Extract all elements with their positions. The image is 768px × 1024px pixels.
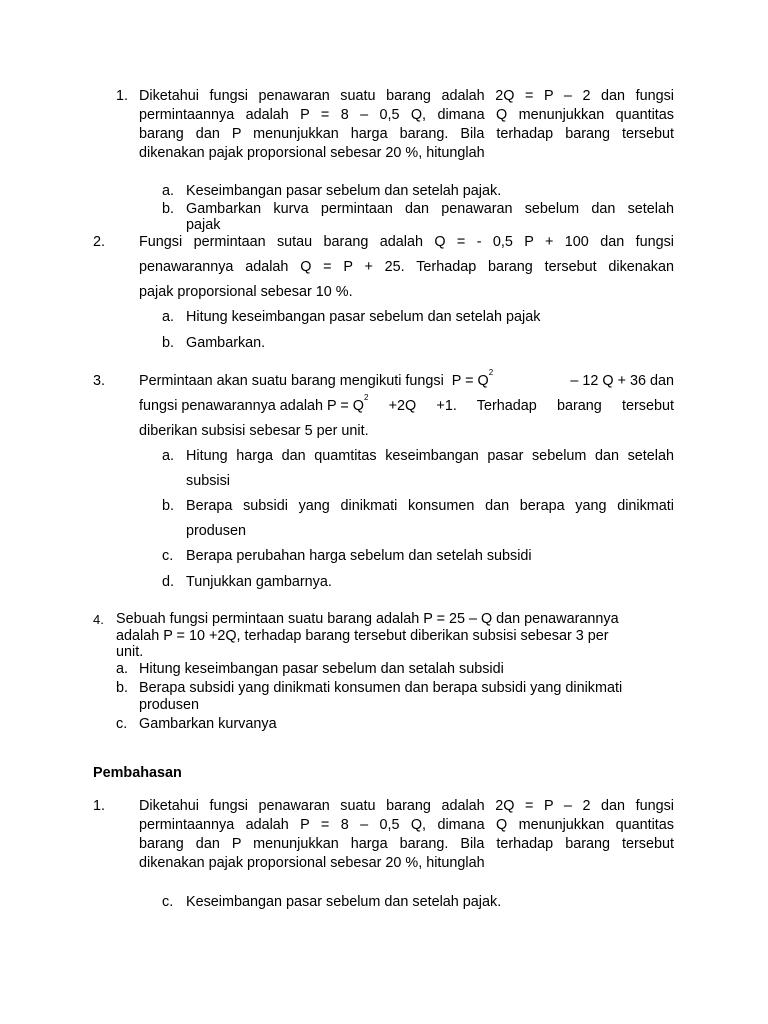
pembahasan-line-2: permintaannya adalah P = 8 – 0,5 Q, dimana Q menunjukkan quantitas bbox=[139, 817, 674, 833]
q1-line-4: dikenakan pajak proporsional sebesar 20 %, hitunglah bbox=[139, 145, 485, 161]
q3-b-label: b. bbox=[162, 498, 175, 514]
q3-c-text: Berapa perubahan harga sebelum dan setelah subsidi bbox=[186, 548, 532, 564]
q2-line-1: Fungsi permintaan sutau barang adalah Q = - 0,5 P + 100 dan fungsi bbox=[139, 234, 674, 250]
q4-line-2: adalah P = 10 +2Q, terhadap barang tersebut diberikan subsisi sebesar 3 per bbox=[116, 628, 609, 644]
q4-b-label: b. bbox=[116, 680, 129, 696]
q3-line-3: diberikan subsisi sebesar 5 per unit. bbox=[139, 423, 369, 439]
q2-b-label: b. bbox=[162, 335, 175, 351]
q3-b-line-1: Berapa subsidi yang dinikmati konsumen dan berapa yang dinikmati bbox=[186, 498, 674, 514]
q3-line-2-sup: 2 bbox=[363, 393, 369, 402]
q3-number: 3. bbox=[93, 373, 106, 389]
q1-a-text: Keseimbangan pasar sebelum dan setelah pajak. bbox=[186, 183, 502, 199]
q1-line-1: Diketahui fungsi penawaran suatu barang adalah 2Q = P – 2 dan fungsi bbox=[139, 88, 674, 104]
q3-d-text: Tunjukkan gambarnya. bbox=[186, 574, 332, 590]
q1-b-line-1: Gambarkan kurva permintaan dan penawaran sebelum dan setelah bbox=[186, 201, 674, 217]
pembahasan-title: Pembahasan bbox=[93, 765, 182, 781]
pembahasan-line-1: Diketahui fungsi penawaran suatu barang adalah 2Q = P – 2 dan fungsi bbox=[139, 798, 674, 814]
q3-line-2-post: +2Q +1. Terhadap barang tersebut bbox=[368, 398, 674, 414]
q1-a-label: a. bbox=[162, 183, 175, 199]
q4-c-label: c. bbox=[116, 716, 128, 732]
q4-a-text: Hitung keseimbangan pasar sebelum dan setalah subsidi bbox=[139, 661, 504, 677]
q1-line-2: permintaannya adalah P = 8 – 0,5 Q, dimana Q menunjukkan quantitas bbox=[139, 107, 674, 123]
q3-a-label: a. bbox=[162, 448, 175, 464]
pembahasan-line-4: dikenakan pajak proporsional sebesar 20 %, hitunglah bbox=[139, 855, 485, 871]
q3-a-line-1: Hitung harga dan quamtitas keseimbangan pasar sebelum dan setelah bbox=[186, 448, 674, 464]
q3-d-label: d. bbox=[162, 574, 175, 590]
q3-b-line-2: produsen bbox=[186, 523, 247, 539]
q3-line-1-pre: Permintaan akan suatu barang mengikuti fungsi P = Q bbox=[139, 373, 489, 389]
pembahasan-line-3: barang dan P menunjukkan harga barang. Bila terhadap barang tersebut bbox=[139, 836, 674, 852]
q1-number: 1. bbox=[116, 88, 129, 104]
q3-line-1-post: – 12 Q + 36 dan bbox=[566, 373, 674, 389]
q4-line-3: unit. bbox=[116, 644, 144, 660]
q4-a-label: a. bbox=[116, 661, 129, 677]
q1-line-3: barang dan P menunjukkan harga barang. Bila terhadap barang tersebut bbox=[139, 126, 674, 142]
q3-a-line-2: subsisi bbox=[186, 473, 230, 489]
pembahasan-c-text: Keseimbangan pasar sebelum dan setelah pajak. bbox=[186, 894, 502, 910]
pembahasan-number: 1. bbox=[93, 798, 106, 814]
q3-line-1 bbox=[139, 368, 674, 390]
q3-line-2-pre: fungsi penawarannya adalah P = Q bbox=[139, 398, 364, 414]
q2-line-2: penawarannya adalah Q = P + 25. Terhadap barang tersebut dikenakan bbox=[139, 259, 674, 275]
q2-number: 2. bbox=[93, 234, 106, 250]
q3-line-2 bbox=[139, 393, 674, 415]
q2-line-3: pajak proporsional sebesar 10 %. bbox=[139, 284, 353, 300]
q4-line-1: Sebuah fungsi permintaan suatu barang adalah P = 25 – Q dan penawarannya bbox=[116, 611, 619, 627]
q1-b-line-2: pajak bbox=[186, 217, 221, 233]
q4-b-line-1: Berapa subsidi yang dinikmati konsumen dan berapa subsidi yang dinikmati bbox=[139, 680, 623, 696]
pembahasan-c-label: c. bbox=[162, 894, 174, 910]
q3-c-label: c. bbox=[162, 548, 174, 564]
q2-a-label: a. bbox=[162, 309, 175, 325]
q2-a-text: Hitung keseimbangan pasar sebelum dan setelah pajak bbox=[186, 309, 541, 325]
q4-number: 4. bbox=[93, 612, 104, 627]
q3-line-1-sup: 2 bbox=[488, 368, 494, 377]
q1-b-label: b. bbox=[162, 201, 175, 217]
q4-b-line-2: produsen bbox=[139, 697, 200, 713]
q4-c-text: Gambarkan kurvanya bbox=[139, 716, 277, 732]
q2-b-text: Gambarkan. bbox=[186, 335, 266, 351]
